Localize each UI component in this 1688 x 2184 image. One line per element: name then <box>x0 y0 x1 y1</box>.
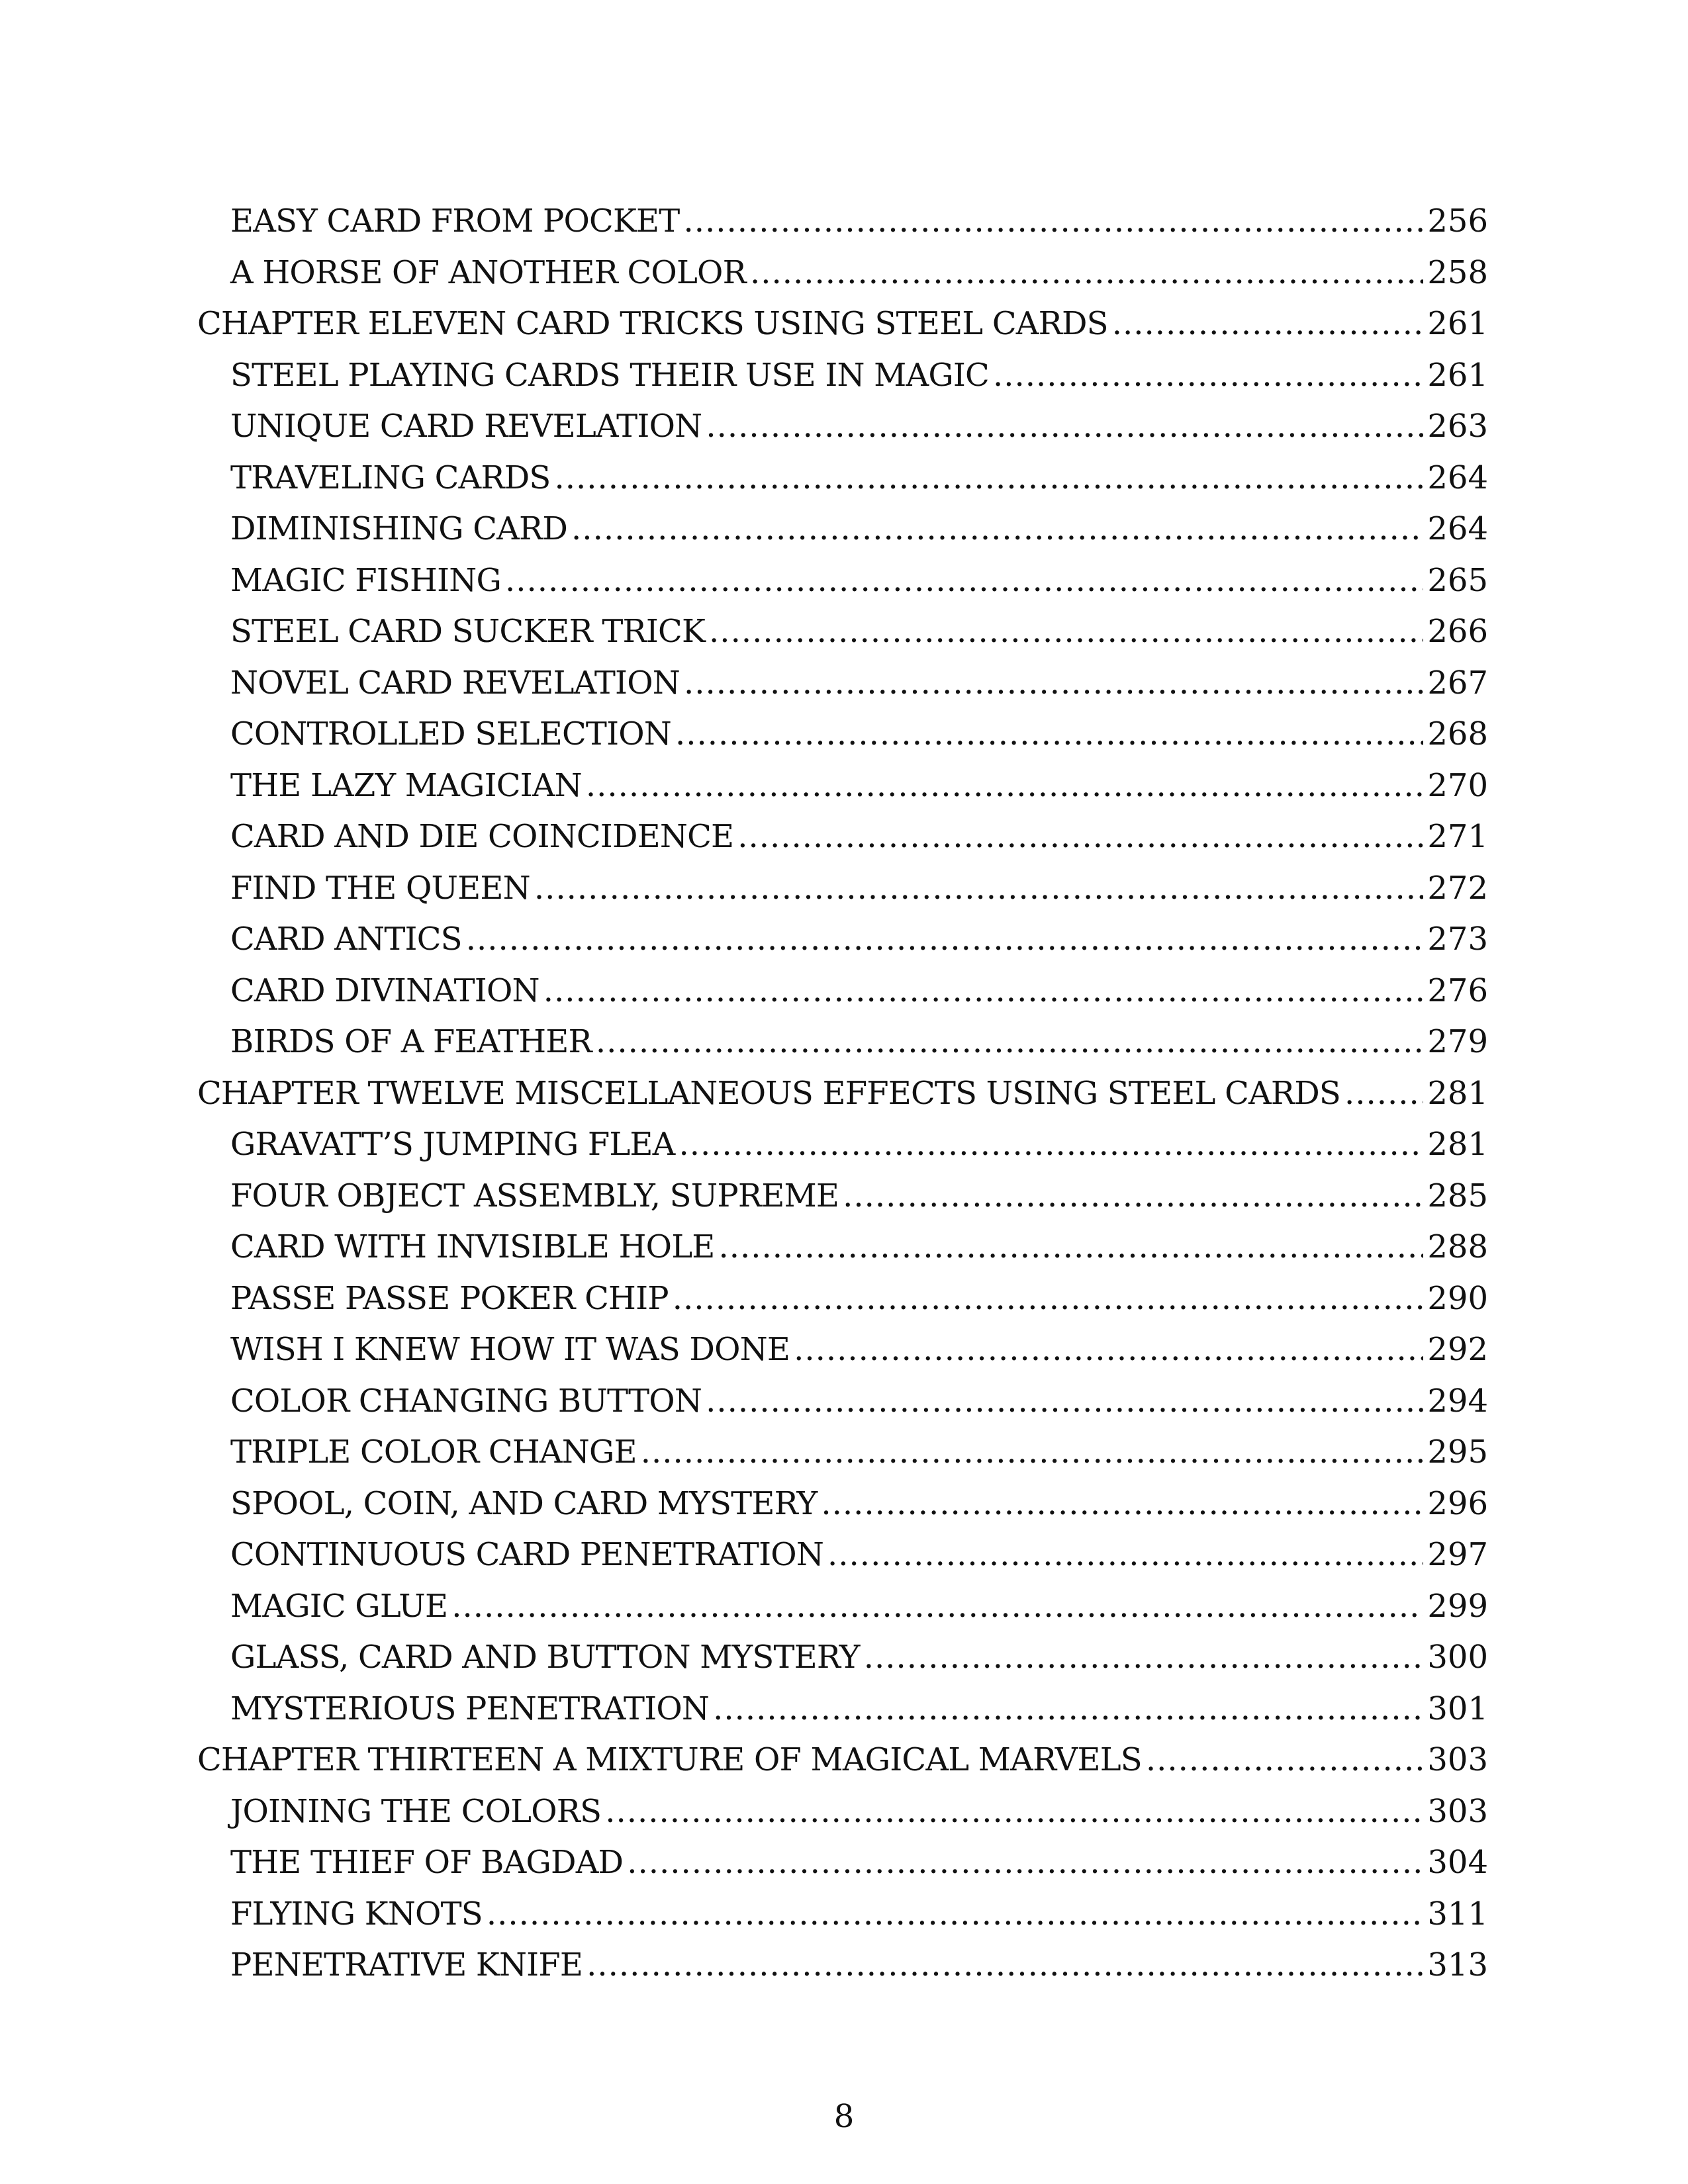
toc-entry-title: MAGIC GLUE <box>230 1587 448 1625</box>
toc-entry <box>197 1324 1488 1376</box>
toc-entry <box>197 1940 1488 1991</box>
toc-entry-page: 256 <box>1427 203 1488 240</box>
toc-entry <box>197 1581 1488 1633</box>
dot-leader <box>684 658 1423 709</box>
toc-entry <box>197 196 1488 248</box>
toc-entry <box>197 1889 1488 1940</box>
toc-entry-page: 264 <box>1427 459 1488 496</box>
dot-leader <box>1344 1068 1423 1120</box>
toc-entry <box>197 350 1488 402</box>
dot-leader <box>596 1017 1424 1068</box>
toc-entry <box>197 1684 1488 1735</box>
toc-entry-title: MYSTERIOUS PENETRATION <box>230 1690 710 1727</box>
toc-chapter-entry <box>197 1068 1488 1120</box>
dot-leader <box>827 1529 1423 1581</box>
toc-entry <box>197 401 1488 453</box>
dot-leader <box>719 1222 1424 1273</box>
toc-entry-page: 263 <box>1427 408 1488 445</box>
toc-entry <box>197 811 1488 863</box>
dot-leader <box>586 1940 1423 1991</box>
toc-entry-title: STEEL PLAYING CARDS THEIR USE IN MAGIC <box>230 356 989 394</box>
dot-leader <box>1146 1735 1424 1786</box>
dot-leader <box>487 1889 1424 1940</box>
dot-leader <box>993 350 1423 402</box>
dot-leader <box>641 1427 1424 1479</box>
dot-leader <box>709 606 1423 658</box>
toc-entry-page: 281 <box>1427 1126 1488 1163</box>
toc-entry-title: CHAPTER ELEVEN CARD TRICKS USING STEEL CARDS <box>197 305 1108 342</box>
toc-entry-page: 271 <box>1427 818 1488 855</box>
toc-entry <box>197 709 1488 760</box>
toc-entry-title: STEEL CARD SUCKER TRICK <box>230 613 706 650</box>
toc-entry-page: 258 <box>1427 253 1488 291</box>
dot-leader <box>605 1786 1423 1838</box>
dot-leader <box>571 504 1423 555</box>
toc-entry-title: CONTINUOUS CARD PENETRATION <box>230 1536 824 1573</box>
dot-leader <box>554 453 1423 504</box>
toc-entry <box>197 1427 1488 1479</box>
toc-entry-title: DIMINISHING CARD <box>230 510 568 547</box>
toc-entry <box>197 658 1488 709</box>
toc-entry <box>197 1119 1488 1171</box>
toc-entry-title: FIND THE QUEEN <box>230 869 530 907</box>
toc-entry-page: 313 <box>1427 1946 1488 1983</box>
toc-entry <box>197 914 1488 966</box>
toc-entry-page: 311 <box>1427 1895 1488 1933</box>
dot-leader <box>684 196 1424 248</box>
dot-leader <box>864 1632 1424 1684</box>
toc-entry-page: 261 <box>1427 305 1488 342</box>
toc-entry-title: THE THIEF OF BAGDAD <box>230 1844 624 1881</box>
toc-entry <box>197 1479 1488 1530</box>
dot-leader <box>534 863 1424 915</box>
toc-entry <box>197 1017 1488 1068</box>
toc-entry-title: CONTROLLED SELECTION <box>230 715 672 752</box>
toc-entry-title: NOVEL CARD REVELATION <box>230 664 680 702</box>
toc-entry-title: CARD ANTICS <box>230 921 462 958</box>
toc-entry-title: CARD DIVINATION <box>230 972 539 1009</box>
toc-entry-title: BIRDS OF A FEATHER <box>230 1023 592 1060</box>
toc-entry <box>197 453 1488 504</box>
dot-leader <box>627 1837 1423 1889</box>
toc-entry-page: 264 <box>1427 510 1488 547</box>
toc-entry-page: 297 <box>1427 1536 1488 1573</box>
toc-entry-title: TRAVELING CARDS <box>230 459 551 496</box>
toc-entry-page: 296 <box>1427 1484 1488 1522</box>
dot-leader <box>821 1479 1423 1530</box>
toc-entry-page: 290 <box>1427 1279 1488 1317</box>
toc-entry-title: WISH I KNEW HOW IT WAS DONE <box>230 1331 790 1368</box>
toc-entry-title: CHAPTER THIRTEEN A MIXTURE OF MAGICAL MARVELS <box>197 1741 1142 1778</box>
toc-entry <box>197 1171 1488 1222</box>
toc-entry-page: 266 <box>1427 613 1488 650</box>
toc-chapter-entry <box>197 298 1488 350</box>
dot-leader <box>1112 298 1424 350</box>
toc-entry-page: 304 <box>1427 1844 1488 1881</box>
toc-entry-title: COLOR CHANGING BUTTON <box>230 1382 702 1420</box>
toc-entry-page: 299 <box>1427 1587 1488 1625</box>
dot-leader <box>706 401 1423 453</box>
toc-entry-page: 281 <box>1427 1074 1488 1112</box>
toc-entry-title: UNIQUE CARD REVELATION <box>230 408 702 445</box>
dot-leader <box>713 1684 1423 1735</box>
dot-leader <box>737 811 1423 863</box>
dot-leader <box>679 1119 1424 1171</box>
toc-chapter-entry <box>197 1735 1488 1786</box>
toc-entry <box>197 248 1488 299</box>
dot-leader <box>586 760 1423 812</box>
table-of-contents <box>197 196 1488 1991</box>
toc-entry-page: 303 <box>1427 1792 1488 1830</box>
toc-entry-page: 265 <box>1427 561 1488 599</box>
toc-entry-page: 261 <box>1427 356 1488 394</box>
toc-entry-page: 288 <box>1427 1228 1488 1265</box>
toc-entry-title: CARD AND DIE COINCIDENCE <box>230 818 734 855</box>
toc-entry <box>197 1222 1488 1273</box>
dot-leader <box>543 966 1424 1017</box>
page-number: 8 <box>833 2098 855 2135</box>
toc-entry <box>197 966 1488 1017</box>
toc-entry-title: PASSE PASSE POKER CHIP <box>230 1279 669 1317</box>
toc-entry-title: GRAVATT’S JUMPING FLEA <box>230 1126 675 1163</box>
toc-entry <box>197 863 1488 915</box>
toc-entry <box>197 1632 1488 1684</box>
toc-entry-title: GLASS, CARD AND BUTTON MYSTERY <box>230 1639 860 1676</box>
toc-entry-title: A HORSE OF ANOTHER COLOR <box>230 253 746 291</box>
toc-entry-page: 295 <box>1427 1433 1488 1471</box>
toc-entry <box>197 504 1488 555</box>
toc-entry-title: FOUR OBJECT ASSEMBLY, SUPREME <box>230 1177 839 1214</box>
toc-entry-title: THE LAZY MAGICIAN <box>230 766 582 804</box>
toc-entry-page: 270 <box>1427 766 1488 804</box>
toc-entry-page: 268 <box>1427 715 1488 752</box>
dot-leader <box>794 1324 1423 1376</box>
toc-entry <box>197 555 1488 607</box>
toc-entry-page: 285 <box>1427 1177 1488 1214</box>
dot-leader <box>843 1171 1423 1222</box>
dot-leader <box>673 1273 1424 1325</box>
toc-entry <box>197 1273 1488 1325</box>
toc-entry-title: PENETRATIVE KNIFE <box>230 1946 583 1983</box>
toc-entry <box>197 1376 1488 1428</box>
dot-leader <box>466 914 1424 966</box>
toc-entry-title: CARD WITH INVISIBLE HOLE <box>230 1228 715 1265</box>
toc-entry-page: 272 <box>1427 869 1488 907</box>
toc-entry-page: 294 <box>1427 1382 1488 1420</box>
dot-leader <box>675 709 1423 760</box>
toc-entry-title: FLYING KNOTS <box>230 1895 483 1933</box>
toc-entry-page: 276 <box>1427 972 1488 1009</box>
toc-entry-title: JOINING THE COLORS <box>230 1792 602 1830</box>
toc-entry-page: 273 <box>1427 921 1488 958</box>
toc-entry-page: 300 <box>1427 1639 1488 1676</box>
toc-entry-page: 303 <box>1427 1741 1488 1778</box>
toc-entry-title: TRIPLE COLOR CHANGE <box>230 1433 637 1471</box>
toc-entry <box>197 1786 1488 1838</box>
toc-entry-title: EASY CARD FROM POCKET <box>230 203 680 240</box>
dot-leader <box>706 1376 1423 1428</box>
toc-entry <box>197 1529 1488 1581</box>
toc-entry-title: CHAPTER TWELVE MISCELLANEOUS EFFECTS USING STEEL CARDS <box>197 1074 1340 1112</box>
dot-leader <box>750 248 1423 299</box>
toc-entry-page: 267 <box>1427 664 1488 702</box>
toc-entry-page: 292 <box>1427 1331 1488 1368</box>
dot-leader <box>505 555 1423 607</box>
toc-entry <box>197 760 1488 812</box>
toc-entry-title: SPOOL, COIN, AND CARD MYSTERY <box>230 1484 818 1522</box>
toc-entry <box>197 1837 1488 1889</box>
dot-leader <box>451 1581 1423 1633</box>
toc-entry-page: 301 <box>1427 1690 1488 1727</box>
toc-entry-page: 279 <box>1427 1023 1488 1060</box>
toc-entry <box>197 606 1488 658</box>
toc-entry-title: MAGIC FISHING <box>230 561 502 599</box>
